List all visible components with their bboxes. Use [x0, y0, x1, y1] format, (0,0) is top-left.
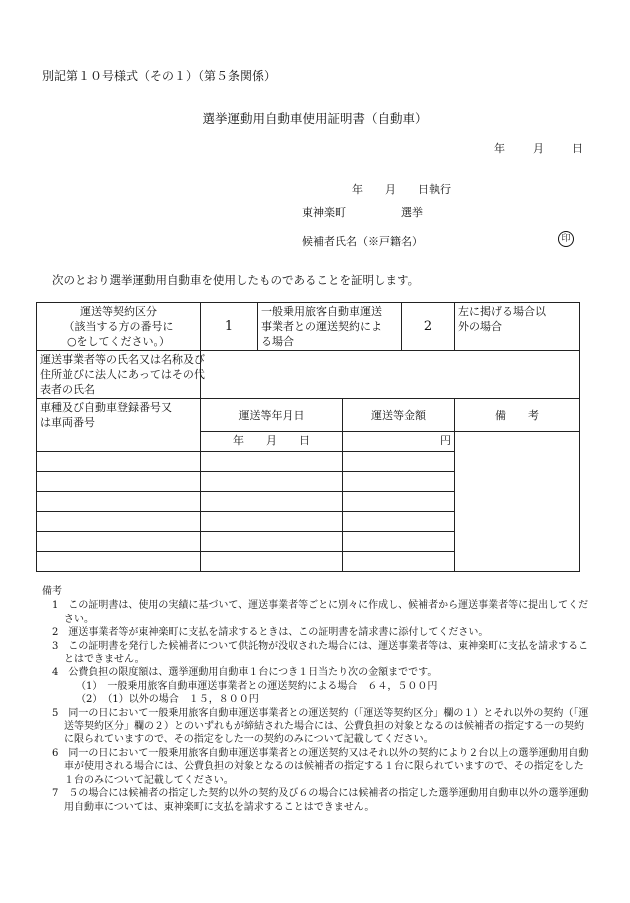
operator-value[interactable] — [201, 351, 580, 399]
candidate-name-label: 候補者氏名（※戸籍名） — [302, 235, 423, 248]
note-number: 1 — [52, 600, 59, 612]
contract-type-row — [37, 303, 580, 351]
note-item — [42, 707, 592, 747]
certificate-table — [36, 302, 580, 572]
vehicle-cell[interactable] — [37, 432, 201, 452]
amount-cell[interactable] — [343, 452, 455, 472]
vehicle-label-line: は車両番号 — [40, 416, 95, 429]
issue-date — [494, 140, 583, 156]
vehicle-cell[interactable] — [37, 512, 201, 532]
vehicle-cell[interactable] — [37, 532, 201, 552]
note-number: 2 — [52, 627, 59, 639]
option-1-number[interactable]: 1 — [201, 303, 258, 351]
data-row — [37, 432, 580, 452]
operator-label-line: 住所並びに法人にあってはその代 — [40, 368, 205, 381]
note-text: この証明書は、使用の実績に基づいて、運送事業者等ごとに別々に作成し、候補者から運送事業者等に提出してください。 — [64, 600, 589, 625]
amount-header: 運送等金額 — [343, 399, 455, 432]
form-number: 別記第１０号様式（その１）（第５条関係） — [42, 69, 277, 83]
remarks-header: 備 考 — [455, 399, 580, 432]
note-item — [42, 599, 592, 626]
note-item — [42, 640, 592, 667]
amount-cell[interactable] — [343, 512, 455, 532]
header-row — [37, 399, 580, 432]
note-number: 3 — [52, 640, 59, 652]
amount-cell[interactable] — [343, 472, 455, 492]
note-number: 5 — [52, 707, 59, 719]
note-number: 4 — [52, 667, 59, 679]
remarks-cell[interactable] — [455, 432, 580, 572]
seal-mark: 印 — [558, 231, 574, 247]
operator-row — [37, 351, 580, 399]
date-cell[interactable] — [201, 452, 343, 472]
amount-cell[interactable] — [343, 552, 455, 572]
note-item — [42, 747, 592, 787]
note-text: 同一の日において一般乗用旅客自動車運送事業者との運送契約（「運送等契約区分」欄の１）とそれ以外の契約（「運送等契約区分」欄の２）とのいずれもが締結された場合には、公費負担の対象となるのは候補者の指定する一の契約に限られていますので、その指定をした一の契約のみについて記載してください。 — [64, 707, 589, 746]
note-text: 同一の日において一般乗用旅客自動車運送事業者との運送契約又はそれ以外の契約により２台以上の選挙運動用自動車が使用される場合には、公費負担の対象となるのは候補者の指定する１台に限られていますので、その指定をした１台のみについて記載してください。 — [64, 747, 589, 786]
vehicle-cell[interactable] — [37, 492, 201, 512]
option-2-number[interactable]: 2 — [402, 303, 455, 351]
date-cell[interactable] — [201, 512, 343, 532]
option-2-line: 左に掲げる場合以 — [458, 305, 546, 318]
amount-cell[interactable]: 円 — [343, 432, 455, 452]
amount-cell[interactable] — [343, 492, 455, 512]
operator-label — [37, 351, 205, 399]
contract-type-line: 運送等契約区分 — [80, 305, 157, 318]
contract-type-line: ○をしてください。） — [66, 335, 171, 348]
notes-section — [42, 585, 592, 814]
contract-type-line: （該当する方の番号に — [63, 320, 174, 333]
note-number: 7 — [52, 788, 59, 800]
option-1-text — [258, 303, 402, 351]
note-item — [42, 666, 592, 679]
day-unit: 日 — [572, 142, 583, 155]
contract-type-label — [37, 303, 201, 351]
note-item — [42, 626, 592, 639]
date-cell[interactable] — [201, 532, 343, 552]
vehicle-cell[interactable] — [37, 452, 201, 472]
note-item — [42, 787, 592, 814]
operator-label-line: 表者の氏名 — [40, 383, 95, 396]
year-unit: 年 — [494, 142, 505, 155]
notes-heading: 備考 — [42, 586, 62, 597]
date-header: 運送等年月日 — [201, 399, 343, 432]
operator-label-line: 運送事業者等の氏名又は名称及び — [40, 353, 205, 366]
note-subitem: （1） 一般乗用旅客自動車運送事業者との運送契約による場合 ６４，５００円 — [76, 680, 438, 692]
date-cell[interactable] — [201, 472, 343, 492]
vehicle-cell[interactable] — [37, 552, 201, 572]
option-1-line: る場合 — [261, 335, 294, 348]
note-text: ５の場合には候補者の指定した契約以外の契約及び６の場合には候補者の指定した選挙運動用自動車以外の選挙運動用自動車については、東神楽町に支払を請求することはできません。 — [64, 788, 589, 813]
vehicle-label — [37, 399, 201, 432]
month-unit: 月 — [533, 142, 544, 155]
election-name: 東神楽町 選挙 — [302, 206, 423, 219]
certification-statement: 次のとおり選挙運動用自動車を使用したものであることを証明します。 — [52, 273, 420, 287]
note-text: 公費負担の限度額は、選挙運動用自動車１台につき１日当たり次の金額までです。 — [68, 667, 438, 679]
date-cell[interactable]: 年 月 日 — [201, 432, 343, 452]
option-1-line: 事業者との運送契約によ — [261, 320, 382, 333]
option-2-text — [455, 303, 580, 351]
vehicle-cell[interactable] — [37, 472, 201, 492]
date-cell[interactable] — [201, 552, 343, 572]
note-subitem: （2） （1）以外の場合 １５，８００円 — [76, 694, 259, 706]
vehicle-label-line: 車種及び自動車登録番号又 — [40, 401, 172, 414]
amount-cell[interactable] — [343, 532, 455, 552]
date-cell[interactable] — [201, 492, 343, 512]
option-2-line: 外の場合 — [458, 320, 502, 333]
document-title: 選挙運動用自動車使用証明書（自動車） — [202, 111, 428, 126]
note-number: 6 — [52, 747, 59, 759]
option-1-line: 一般乗用旅客自動車運送 — [261, 305, 382, 318]
note-text: 運送事業者等が東神楽町に支払を請求するときは、この証明書を請求書に添付してください。 — [68, 627, 489, 639]
note-text: この証明書を発行した候補者について供託物が没収された場合には、運送事業者等は、東神楽町に支払を請求することはできません。 — [64, 640, 589, 666]
election-date: 年 月 日執行 — [352, 183, 451, 196]
